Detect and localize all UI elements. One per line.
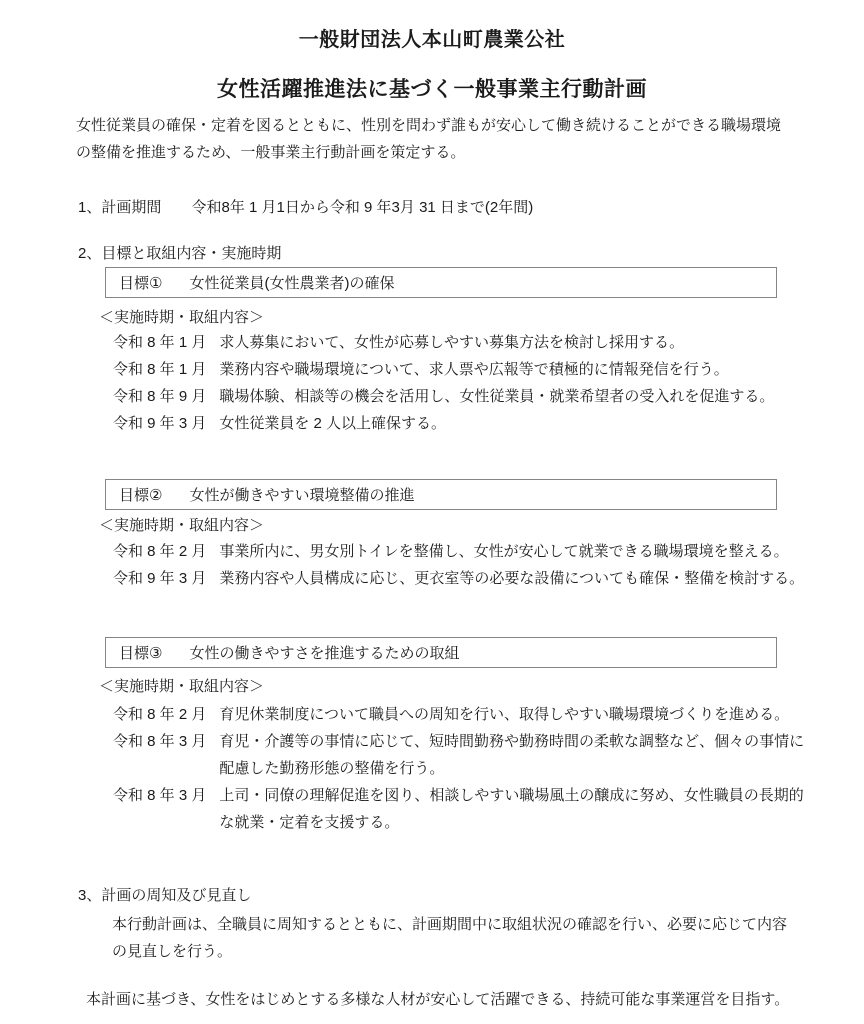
item-date: 令和 8 年 2 月 [113, 543, 207, 560]
item-date: 令和 8 年 9 月 [113, 388, 207, 405]
goal-3-items [113, 701, 819, 836]
list-item [113, 329, 819, 356]
goal-1-label: 目標① [119, 275, 163, 292]
list-item [113, 728, 819, 782]
item-text: 育児休業制度について職員への周知を行い、取得しやすい職場環境づくりを進める。 [219, 706, 790, 723]
list-item [113, 782, 819, 836]
goal-2-title: 女性が働きやすい環境整備の推進 [189, 487, 415, 504]
organization-name: 一般財団法人本山町農業公社 [298, 29, 566, 51]
goal-1-title: 女性従業員(女性農業者)の確保 [189, 275, 395, 292]
list-item [113, 565, 819, 592]
item-text: 女性従業員を 2 人以上確保する。 [219, 415, 447, 432]
section-1-plan-period [78, 196, 533, 217]
list-item [113, 701, 819, 728]
list-item [113, 383, 819, 410]
item-date: 令和 8 年 1 月 [113, 334, 207, 351]
item-date: 令和 9 年 3 月 [113, 570, 207, 587]
goal-3-label: 目標③ [119, 645, 163, 662]
goal-1-box [105, 267, 777, 298]
goal-1-items [113, 329, 819, 437]
goal-3-implementation-header: ＜実施時期・取組内容＞ [99, 678, 265, 695]
section-1-label: 1、計画期間 [78, 199, 162, 216]
item-date: 令和 9 年 3 月 [113, 415, 207, 432]
list-item [113, 410, 819, 437]
closing-statement: 本計画に基づき、女性をはじめとする多様な人材が安心して活躍できる、持続可能な事業運営を目指す。 [86, 991, 790, 1008]
goal-1-implementation-header: ＜実施時期・取組内容＞ [99, 309, 265, 326]
item-text: 求人募集において、女性が応募しやすい募集方法を検討し採用する。 [219, 334, 685, 351]
item-text: 育児・介護等の事情に応じて、短時間勤務や勤務時間の柔軟な調整など、個々の事情に配慮した勤務形態の整備を行う。 [219, 733, 805, 777]
item-text: 事業所内に、男女別トイレを整備し、女性が安心して就業できる職場環境を整える。 [219, 543, 789, 560]
goal-2-items [113, 538, 819, 592]
item-text: 業務内容や人員構成に応じ、更衣室等の必要な設備についても確保・整備を検討する。 [219, 570, 805, 587]
item-text: 上司・同僚の理解促進を図り、相談しやすい職場風土の醸成に努め、女性職員の長期的な就業・定着を支援する。 [219, 787, 804, 831]
item-date: 令和 8 年 3 月 [113, 733, 207, 750]
item-date: 令和 8 年 2 月 [113, 706, 207, 723]
goal-2-label: 目標② [119, 487, 163, 504]
goal-3-box [105, 637, 777, 668]
document-title: 女性活躍推進法に基づく一般事業主行動計画 [217, 78, 647, 101]
intro-paragraph: 女性従業員の確保・定着を図るとともに、性別を問わず誰もが安心して働き続けることができる職場環境の整備を推進するため、一般事業主行動計画を策定する。 [76, 117, 782, 161]
section-3-heading: 3、計画の周知及び見直し [78, 887, 252, 904]
goal-2-implementation-header: ＜実施時期・取組内容＞ [99, 517, 265, 534]
item-text: 職場体験、相談等の機会を活用し、女性従業員・就業希望者の受入れを促進する。 [219, 388, 775, 405]
item-date: 令和 8 年 1 月 [113, 361, 207, 378]
section-3-body: 本行動計画は、全職員に周知するとともに、計画期間中に取組状況の確認を行い、必要に応じて内容の見直しを行う。 [112, 916, 788, 960]
item-text: 業務内容や職場環境について、求人票や広報等で積極的に情報発信を行う。 [219, 361, 729, 378]
goal-3-title: 女性の働きやすさを推進するための取組 [189, 645, 460, 662]
section-2-heading: 2、目標と取組内容・実施時期 [78, 245, 282, 262]
goal-2-box [105, 479, 777, 510]
list-item [113, 538, 819, 565]
section-1-period-text: 令和8年 1 月1日から令和 9 年3月 31 日まで(2年間) [191, 199, 534, 216]
item-date: 令和 8 年 3 月 [113, 787, 207, 804]
list-item [113, 356, 819, 383]
